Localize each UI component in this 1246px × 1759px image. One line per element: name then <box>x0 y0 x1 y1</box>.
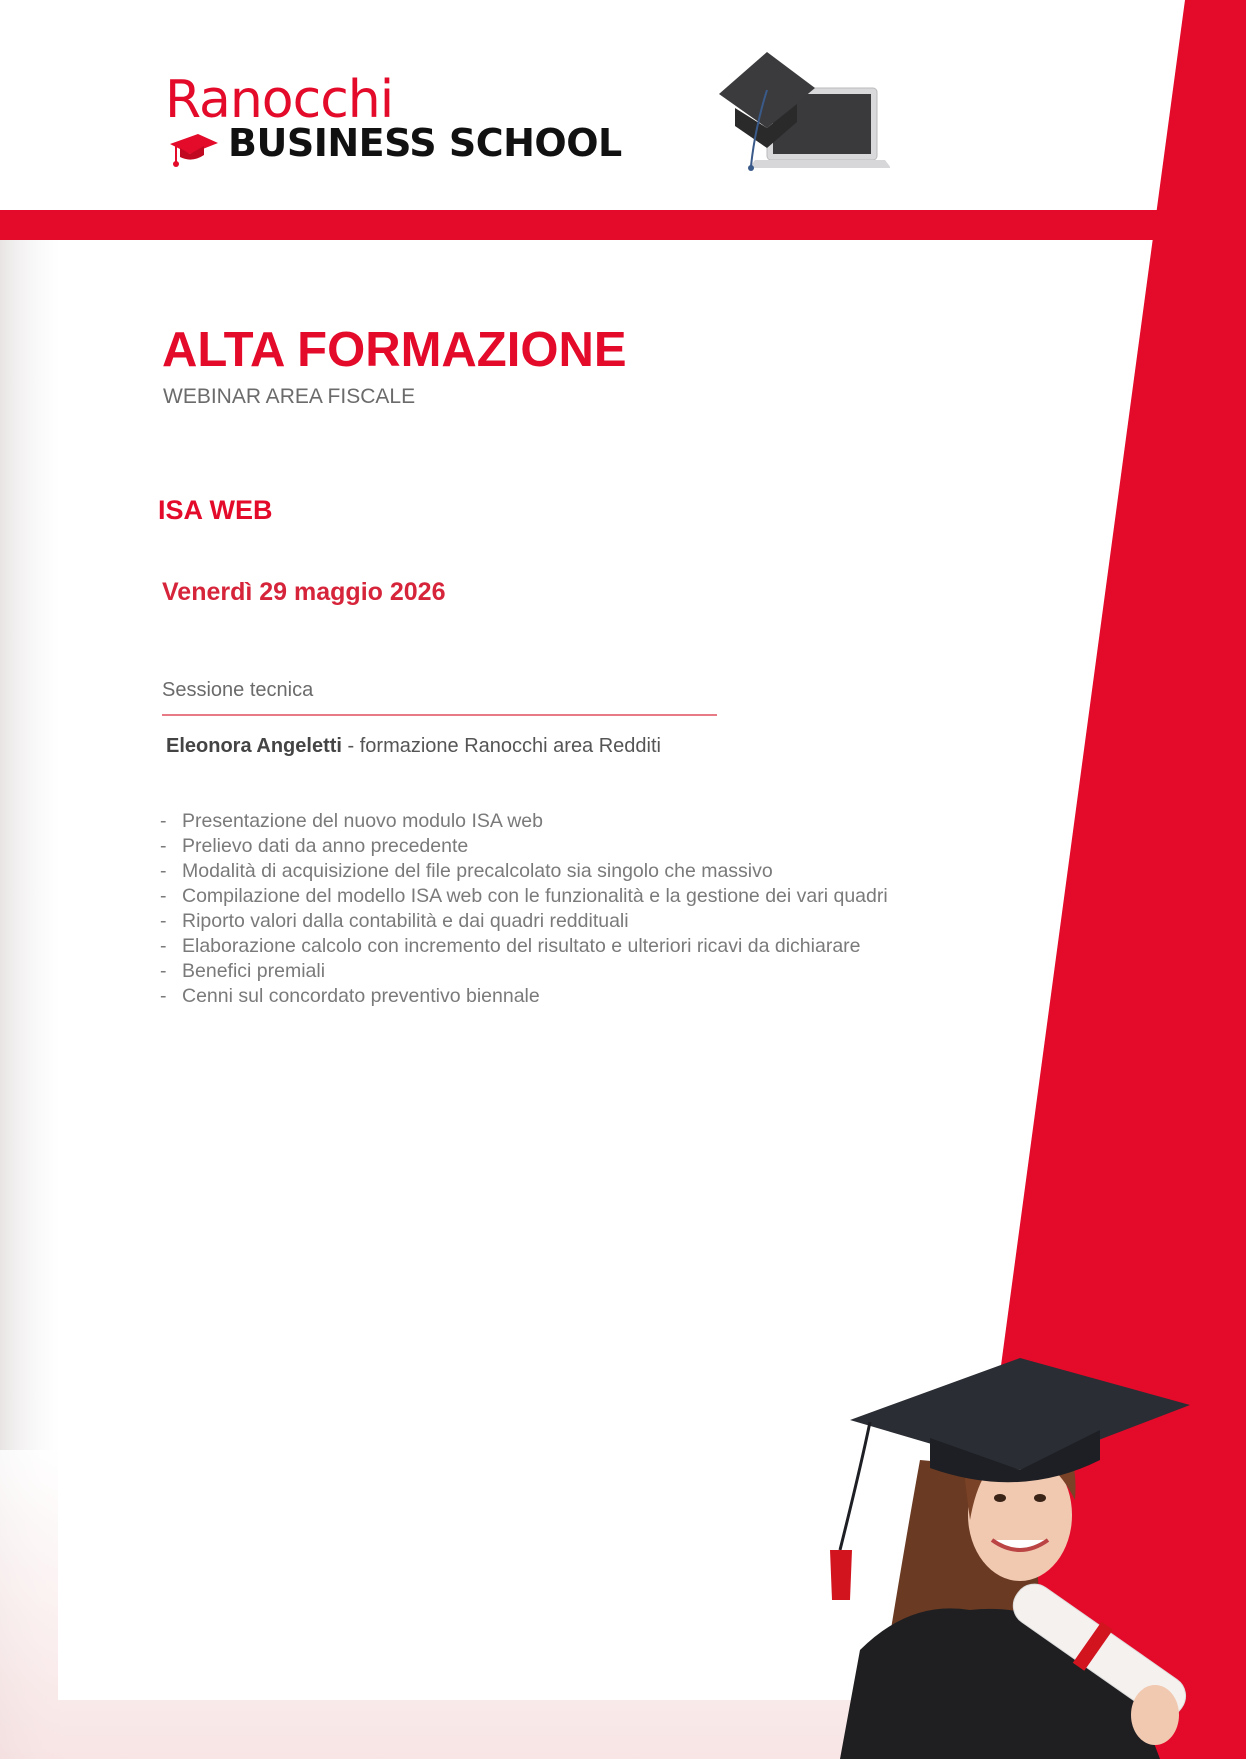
bullet-dash: - <box>160 910 167 932</box>
bullet-dash: - <box>160 860 167 882</box>
topic-text: Benefici premiali <box>182 960 326 982</box>
bullet-dash: - <box>160 885 167 907</box>
session-label: Sessione tecnica <box>162 679 314 701</box>
list-item <box>160 809 888 834</box>
session-divider <box>162 714 717 716</box>
bullet-dash: - <box>160 935 167 957</box>
page-title: ALTA FORMAZIONE <box>162 323 627 377</box>
list-item <box>160 909 888 934</box>
list-item <box>160 834 888 859</box>
page-subtitle: WEBINAR AREA FISCALE <box>163 385 416 408</box>
topic-text: Compilazione del modello ISA web con le funzionalità e la gestione dei vari quadri <box>182 885 888 907</box>
topic-text: Prelievo dati da anno precedente <box>182 835 469 857</box>
topic-text: Modalità di acquisizione del file precalcolato sia singolo che massivo <box>182 860 773 882</box>
list-item <box>160 934 888 959</box>
list-item <box>160 884 888 909</box>
graduation-cap-icon <box>168 130 220 170</box>
topics-list <box>160 809 888 1009</box>
brand-name-ranocchi: Ranocchi <box>165 70 394 130</box>
topic-text: Riporto valori dalla contabilità e dai quadri reddituali <box>182 910 629 932</box>
topic-text: Cenni sul concordato preventivo biennale <box>182 985 540 1007</box>
brand-name-business-school: BUSINESS SCHOOL <box>228 121 622 165</box>
bullet-dash: - <box>160 810 167 832</box>
topic-text: Presentazione del nuovo modulo ISA web <box>182 810 543 832</box>
bullet-dash: - <box>160 960 167 982</box>
course-name: ISA WEB <box>158 495 273 525</box>
bullet-dash: - <box>160 835 167 857</box>
speaker-role: - formazione Ranocchi area Redditi <box>341 735 661 757</box>
list-item <box>160 859 888 884</box>
graduate-student-illustration <box>800 1350 1246 1759</box>
speaker-line <box>166 736 661 756</box>
speaker-name: Eleonora Angeletti <box>166 735 342 757</box>
list-item <box>160 959 888 984</box>
list-item <box>160 984 888 1009</box>
topic-text: Elaborazione calcolo con incremento del risultato e ulteriori ricavi da dichiarare <box>182 935 861 957</box>
bullet-dash: - <box>160 985 167 1007</box>
course-date: Venerdì 29 maggio 2026 <box>162 578 446 606</box>
graduation-cap-laptop-icon <box>715 48 890 178</box>
